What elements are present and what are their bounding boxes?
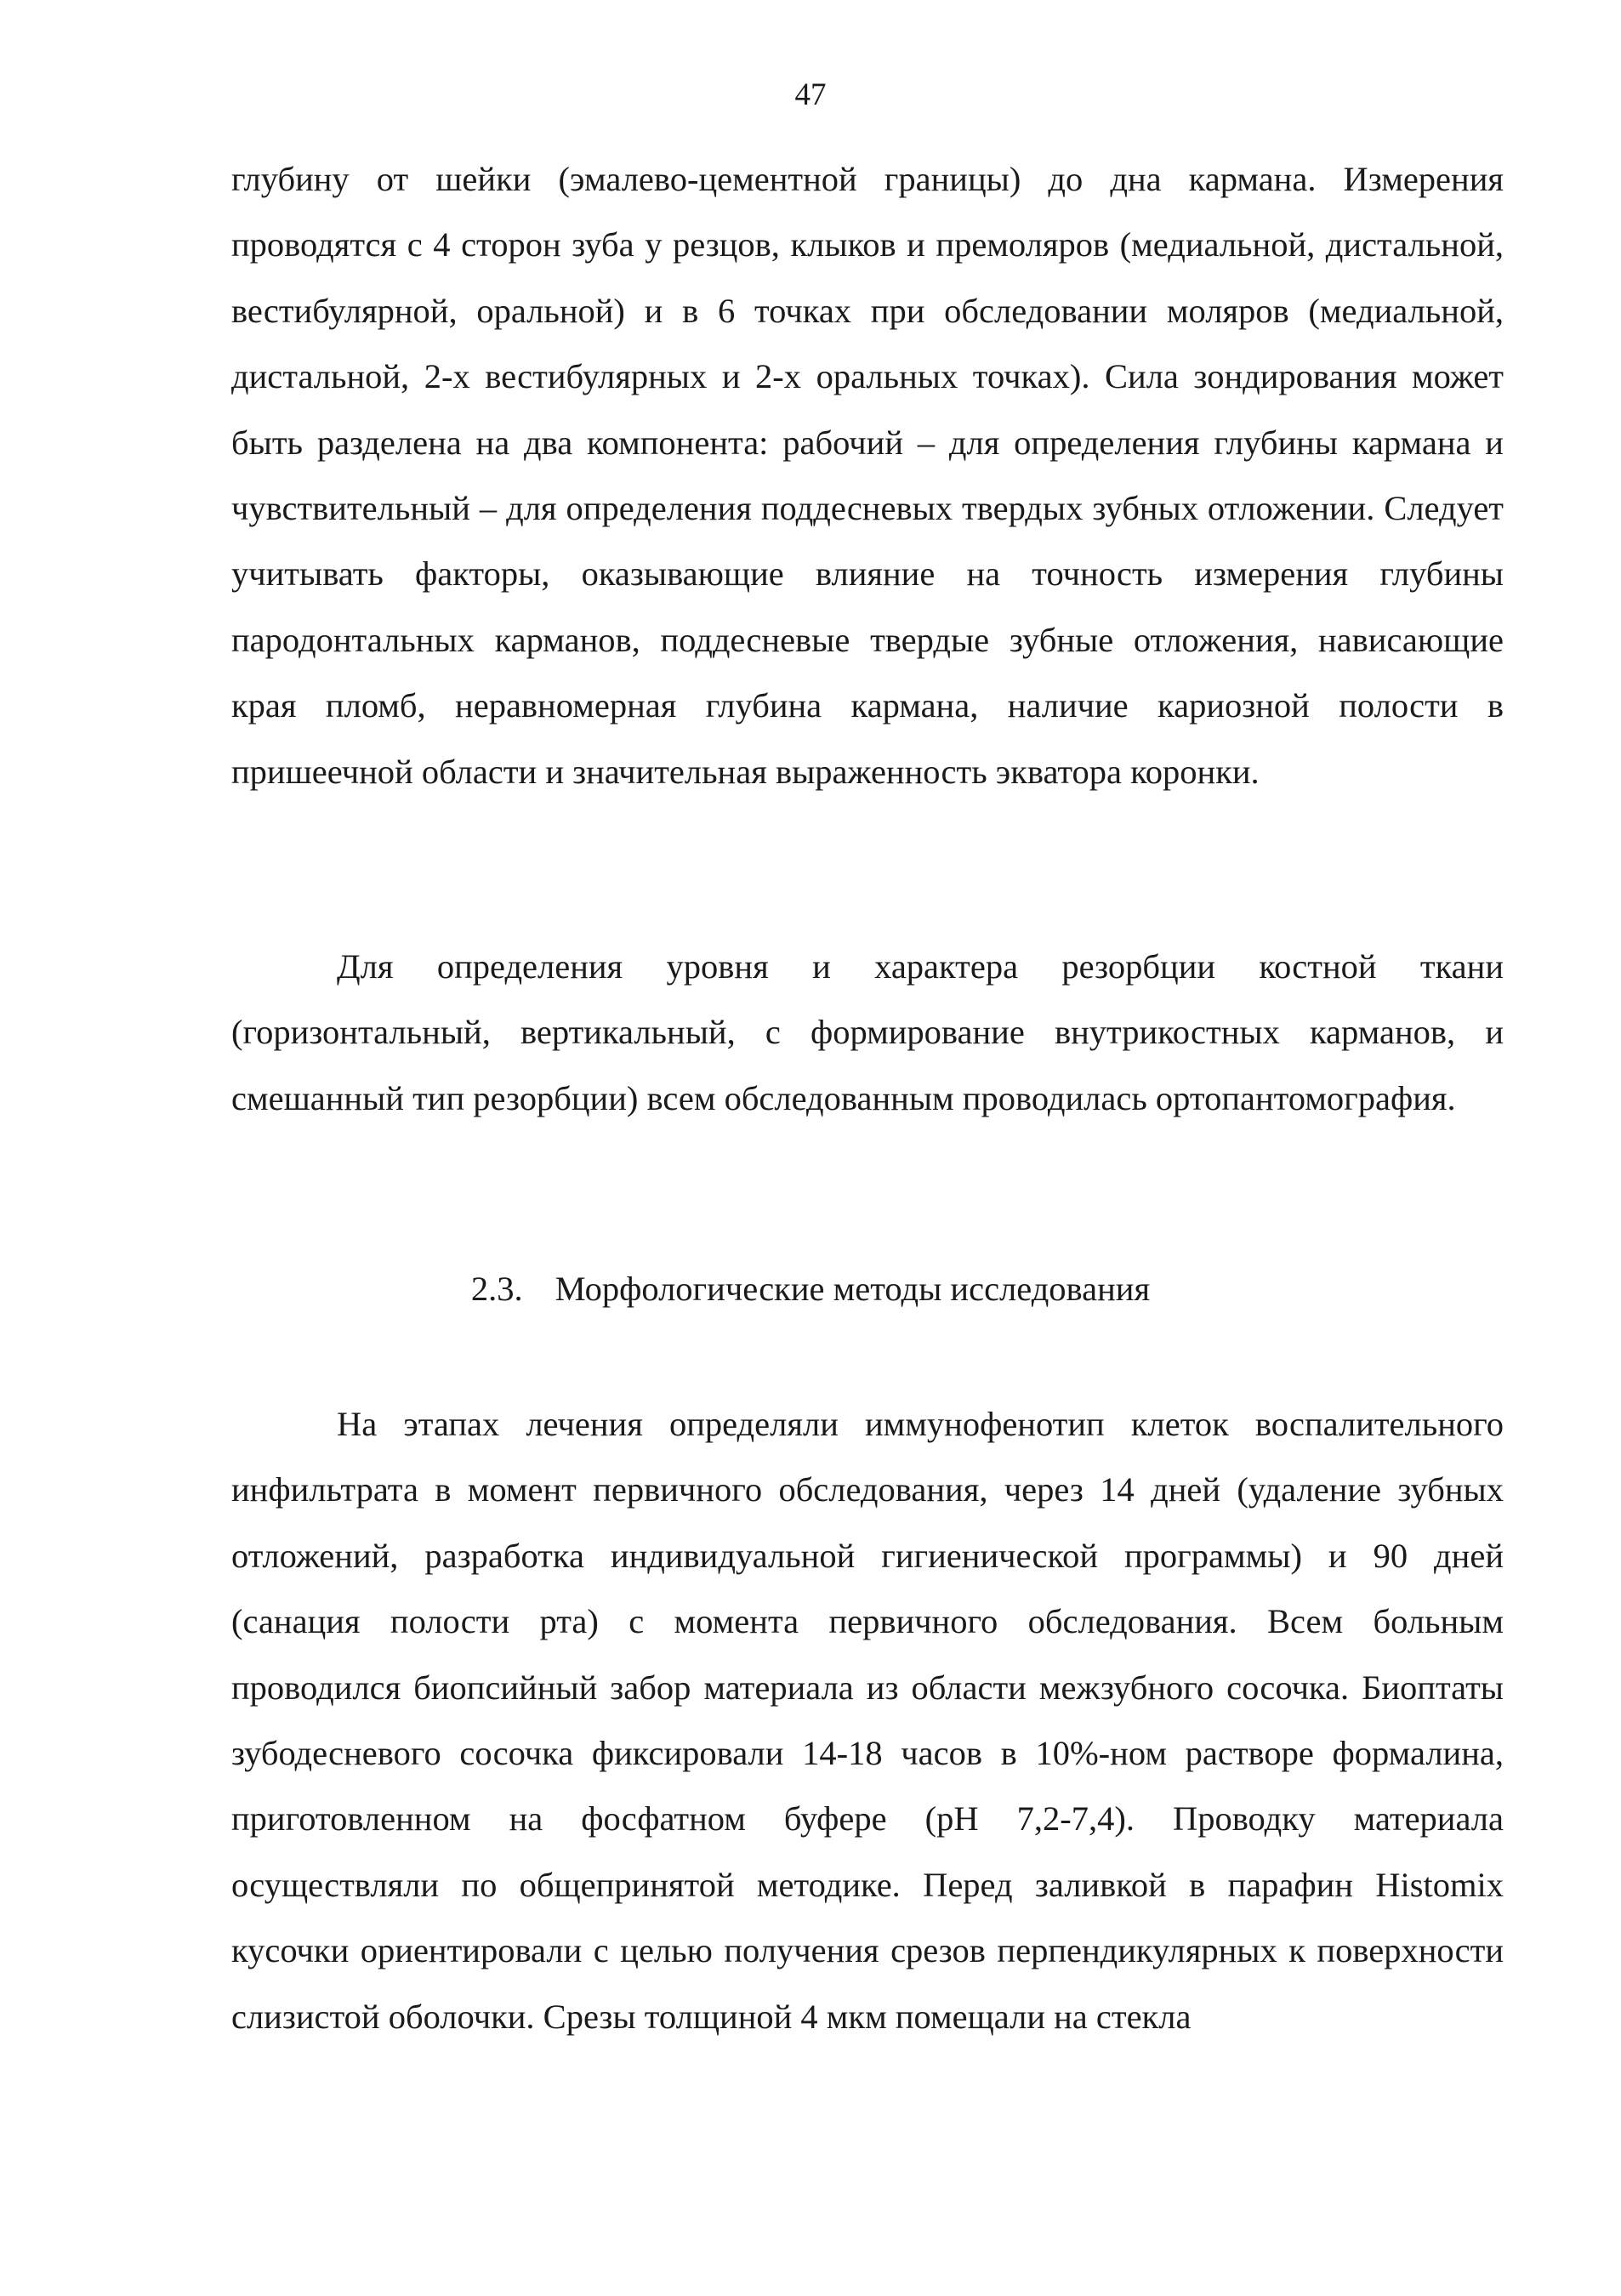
paragraph-text: На этапах лечения определяли иммунофенотип клеток воспалительного инфильтрата в момент первичного обследования, через 14 дней (удаление зубных отложений, разработка индивидуальной гигиенической программы) и 90 дней (санация полости рта) с момента первичного обследования. Всем больным проводился биопсийный забор материала из области межзубного сосочка. Биоптаты зубодесневого сосочка фиксировали 14-18 часов в 10%-ном растворе формалина, приготовленном на фосфатном буфере (pH 7,2-7,4). Проводку материала осуществляли по общепринятой методике. Перед заливкой в парафин Histomix кусочки ориентировали с целью получения срезов перпендикулярных к поверхности слизистой оболочки. Срезы толщиной 4 мкм помещали на стекла: [231, 1405, 1504, 2036]
paragraph-text: Для определения уровня и характера резорбции костной ткани (горизонтальный, вертикальный, с формирование внутрикостных карманов, и смешанный тип резорбции) всем обследованным проводилась ортопантомография.: [231, 947, 1504, 1117]
section-number: 2.3.: [470, 1270, 523, 1308]
paragraph-text: глубину от шейки (эмалево-цементной границы) до дна кармана. Измерения проводятся с 4 сторон зуба у резцов, клыков и премоляров (медиальной, дистальной, вестибулярной, оральной) и в 6 точках при обследовании моляров (медиальной, дистальной, 2-х вестибулярных и 2-х оральных точках). Сила зондирования может быть разделена на два компонента: рабочий – для определения глубины кармана и чувствительный – для определения поддесневых твердых зубных отложении. Следует учитывать факторы, оказывающие влияние на точность измерения глубины пародонтальных карманов, поддесневые твердые зубные отложения, нависающие края пломб, неравномерная глубина кармана, наличие кариозной полости в пришеечной области и значительная выраженность экватора коронки.: [231, 160, 1504, 791]
paragraph-bone-resorption: [231, 934, 1504, 1131]
page-number: 47: [794, 77, 827, 112]
paragraph-probing-depth: [231, 146, 1504, 804]
section-title: Морфологические методы исследования: [555, 1270, 1151, 1308]
paragraph-morphology-methods: [231, 1391, 1504, 2049]
section-heading: [0, 1264, 1621, 1315]
